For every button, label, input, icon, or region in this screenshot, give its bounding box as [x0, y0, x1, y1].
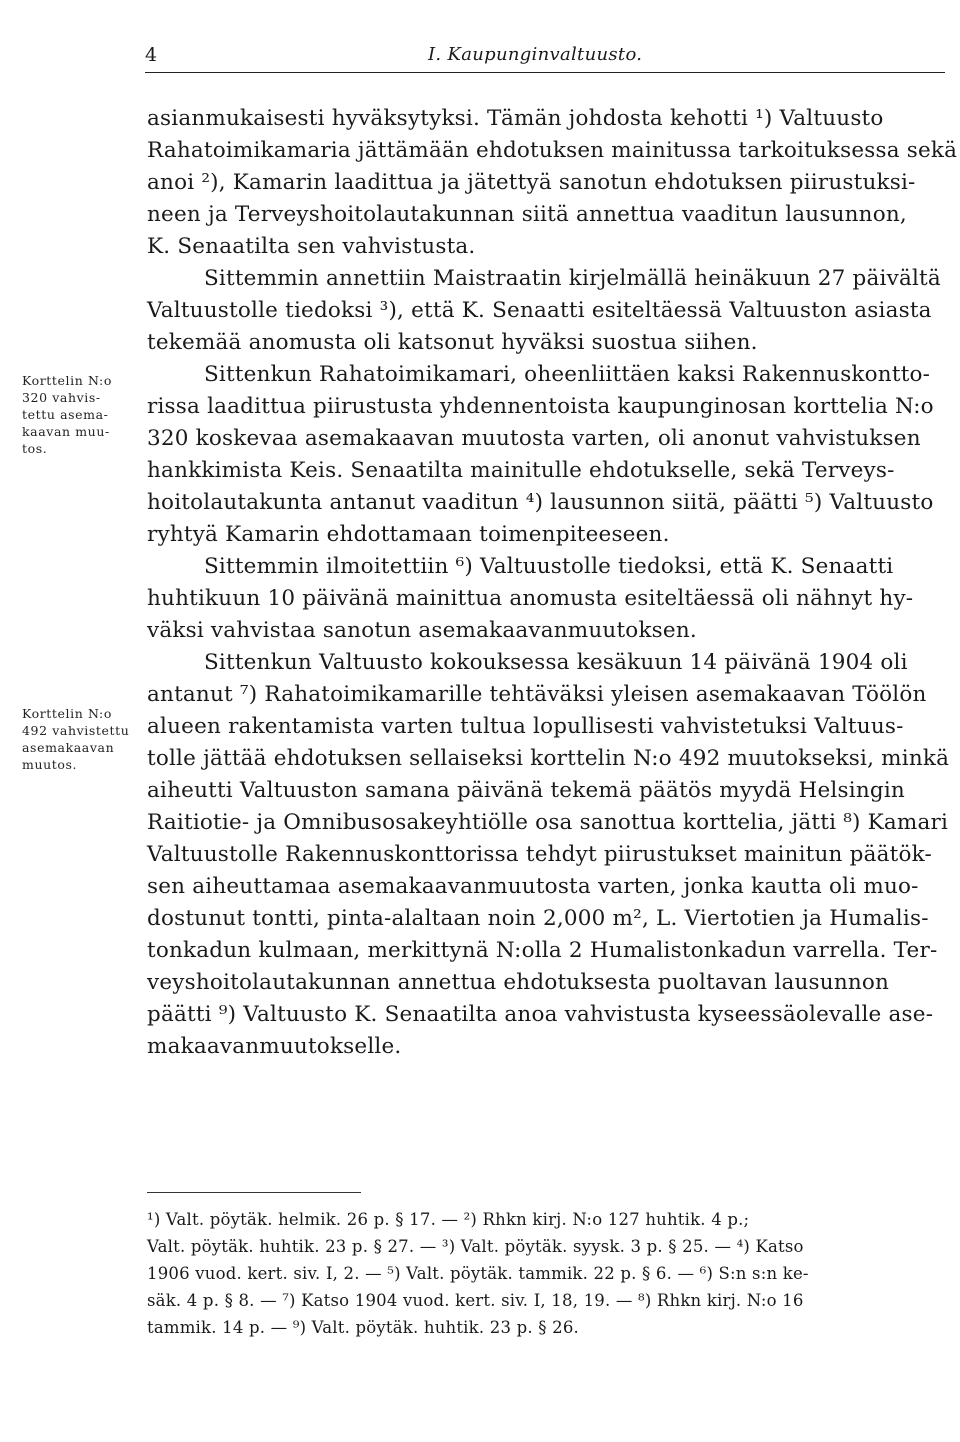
text-line: tolle jättää ehdotuksen sellaiseksi korttelin N:o 492 muutokseksi, minkä	[147, 746, 950, 771]
header-rule	[145, 72, 945, 73]
text-line: neen ja Terveyshoitolautakunnan siitä annettua vaaditun lausunnon,	[147, 202, 907, 227]
margin-note-line: 320 vahvis-	[22, 390, 101, 405]
text-line: Valtuustolle Rakennuskonttorissa tehdyt piirustukset mainitun päätök-	[147, 842, 932, 867]
margin-note-line: 492 vahvistettu	[22, 723, 130, 738]
text-line: aiheutti Valtuuston samana päivänä tekemä päätös myydä Helsingin	[147, 778, 905, 803]
text-line: rissa laadittua piirustusta yhdennentoista kaupunginosan korttelia N:o	[147, 394, 934, 419]
text-line: makaavanmuutokselle.	[147, 1034, 402, 1059]
paragraph-2	[147, 263, 957, 359]
text-line: anoi ²), Kamarin laadittua ja jätettyä sanotun ehdotuksen piirustuksi-	[147, 170, 916, 195]
text-line: Raitiotie- ja Omnibusosakeyhtiölle osa sanottua korttelia, jätti ⁸) Kamari	[147, 810, 949, 835]
text-line: alueen rakentamista varten tultua lopullisesti vahvistetuksi Valtuus-	[147, 714, 904, 739]
margin-note-line: tettu asema-	[22, 407, 109, 422]
text-line: päätti ⁹) Valtuusto K. Senaatilta anoa vahvistusta kyseessäolevalle ase-	[147, 1002, 934, 1027]
text-line: Sittemmin ilmoitettiin ⁶) Valtuustolle tiedoksi, että K. Senaatti	[204, 554, 894, 579]
text-line: ryhtyä Kamarin ehdottamaan toimenpiteeseen.	[147, 522, 670, 547]
text-line: Sittenkun Valtuusto kokouksessa kesäkuun 14 päivänä 1904 oli	[204, 650, 908, 675]
body-text	[147, 103, 957, 1063]
page-header	[145, 40, 945, 70]
footnotes	[147, 1206, 957, 1341]
margin-note-line: Korttelin N:o	[22, 373, 112, 388]
text-line: Valtuustolle tiedoksi ³), että K. Senaatti esiteltäessä Valtuuston asiasta	[147, 298, 932, 323]
text-line: hoitolautakunta antanut vaaditun ⁴) lausunnon siitä, päätti ⁵) Valtuusto	[147, 490, 934, 515]
page-number: 4	[145, 44, 158, 66]
footnote-line: Valt. pöytäk. huhtik. 23 p. § 27. — ³) Valt. pöytäk. syysk. 3 p. § 25. — ⁴) Katso	[147, 1237, 804, 1256]
margin-note-line: Korttelin N:o	[22, 706, 112, 721]
text-line: veyshoitolautakunnan annettua ehdotuksesta puoltavan lausunnon	[147, 970, 890, 995]
margin-note-line: asemakaavan	[22, 740, 115, 755]
paragraph-1	[147, 103, 957, 263]
footnote-line: ¹) Valt. pöytäk. helmik. 26 p. § 17. — ²) Rhkn kirj. N:o 127 huhtik. 4 p.;	[147, 1210, 750, 1229]
running-title: I. Kaupunginvaltuusto.	[428, 44, 643, 65]
footnote-line: 1906 vuod. kert. siv. I, 2. — ⁵) Valt. pöytäk. tammik. 22 p. § 6. — ⁶) S:n s:n ke-	[147, 1264, 809, 1283]
paragraph-4	[147, 551, 957, 647]
text-line: Sittenkun Rahatoimikamari, oheenliittäen kaksi Rakennuskontto-	[204, 362, 931, 387]
paragraph-3	[147, 359, 957, 551]
margin-note-line: tos.	[22, 441, 48, 456]
text-line: tekemää anomusta oli katsonut hyväksi suostua siihen.	[147, 330, 758, 355]
margin-note-line: muutos.	[22, 757, 78, 772]
text-line: huhtikuun 10 päivänä mainittua anomusta esiteltäessä oli nähnyt hy-	[147, 586, 914, 611]
text-line: väksi vahvistaa sanotun asemakaavanmuutoksen.	[147, 618, 697, 643]
text-line: dostunut tontti, pinta-alaltaan noin 2,000 m², L. Viertotien ja Humalis-	[147, 906, 929, 931]
text-line: hankkimista Keis. Senaatilta mainitulle ehdotukselle, sekä Terveys-	[147, 458, 895, 483]
text-line: Sittemmin annettiin Maistraatin kirjelmällä heinäkuun 27 päivältä	[204, 266, 941, 291]
text-line: Rahatoimikamaria jättämään ehdotuksen mainitussa tarkoituksessa sekä	[147, 138, 958, 163]
margin-note-korttelin-320	[22, 372, 140, 457]
text-line: K. Senaatilta sen vahvistusta.	[147, 234, 476, 259]
footnote-line: säk. 4 p. § 8. — ⁷) Katso 1904 vuod. kert. siv. I, 18, 19. — ⁸) Rhkn kirj. N:o 16	[147, 1291, 804, 1310]
text-line: sen aiheuttamaa asemakaavanmuutosta varten, jonka kautta oli muo-	[147, 874, 919, 899]
text-line: antanut ⁷) Rahatoimikamarille tehtäväksi yleisen asemakaavan Töölön	[147, 682, 927, 707]
footnote-rule	[147, 1192, 361, 1193]
margin-note-korttelin-492	[22, 705, 140, 773]
paragraph-5	[147, 647, 957, 1063]
margin-note-line: kaavan muu-	[22, 424, 110, 439]
text-line: tonkadun kulmaan, merkittynä N:olla 2 Humalistonkadun varrella. Ter-	[147, 938, 938, 963]
text-line: asianmukaisesti hyväksytyksi. Tämän johdosta kehotti ¹) Valtuusto	[147, 106, 884, 131]
text-line: 320 koskevaa asemakaavan muutosta varten, oli anonut vahvistuksen	[147, 426, 921, 451]
footnote-line: tammik. 14 p. — ⁹) Valt. pöytäk. huhtik. 23 p. § 26.	[147, 1318, 579, 1337]
